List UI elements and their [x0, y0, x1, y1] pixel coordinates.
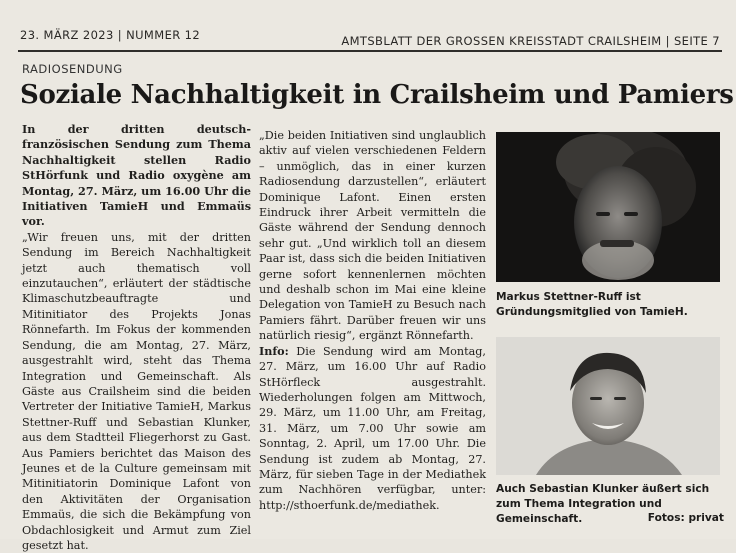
- portrait-illustration-2: [496, 337, 720, 475]
- publication-page: AMTSBLATT DER GROSSEN KREISSTADT CRAILSHEIM | SEITE 7: [341, 34, 720, 48]
- article-body-1: „Wir freuen uns, mit der dritten Sendung im Bereich Nachhaltigkeit jetzt auch thematisch voll einzutauchen“, erläutert der städtische Klimaschutzbeauftragte und Mitinitiator des Projekts Jonas Rönnefarth. Im Fokus der kommenden Sendung, die am Montag, 27. März, ausgestrahlt wird, steht das Thema Integration und Gemeinschaft. Als Gäste aus Crailsheim sind die beiden Vertreter der Initiative TamieH, Markus Stettner-Ruff und Sebastian Klunker, aus dem Stadtteil Fliegerhorst zu Gast. Aus Pamiers berichtet das Maison des Jeunes et de la Culture gemeinsam mit Mitinitiatorin Dominique Lafont von den Aktivitäten der Organisation Emmaüs, die sich die Bekämpfung von Obdachlosigkeit und Armut zum Ziel gesetzt hat.: [22, 230, 251, 552]
- header-rule: [18, 50, 722, 52]
- photo-caption-2: Auch Sebastian Klunker äußert sich zum Thema Integration und Gemeinschaft.: [496, 483, 710, 525]
- photo-markus-stettner-ruff: [496, 132, 720, 282]
- photo-sebastian-klunker: [496, 337, 720, 475]
- photo-caption-1: Markus Stettner-Ruff ist Gründungsmitglied von TamieH.: [496, 291, 688, 318]
- article-lead: In der dritten deutsch-französischen Sendung zum Thema Nachhaltigkeit stellen Radio StHörfunk und Radio oxygène am Montag, 27. März, um 16.00 Uhr die Initiativen TamieH und Emmaüs vor.: [22, 122, 251, 229]
- info-text: Die Sendung wird am Montag, 27. März, um 16.00 Uhr auf Radio StHörfleck ausgestrahlt. Wiederholungen folgen am Mittwoch, 29. März, um 11.00 Uhr, am Freitag, 31. März, um 7.00 Uhr sowie am Sonntag, 2. April, um 17.00 Uhr. Die Sendung ist zudem ab Montag, 27. März, für sieben Tage in der Mediathek zum Nachhören verfügbar, unter: http://sthoerfunk.de/mediathek.: [259, 344, 486, 512]
- portrait-illustration: [496, 132, 720, 282]
- running-head: [18, 22, 722, 48]
- article-column-2: [259, 128, 486, 513]
- article-column-1: [22, 122, 251, 553]
- photo-credit: Fotos: privat: [647, 512, 724, 524]
- article-body-2: „Die beiden Initiativen sind unglaublich aktiv auf vielen verschiedenen Feldern – unmöglich, das in einer kurzen Radiosendung darzustellen“, erläutert Dominique Lafont. Einen ersten Eindruck ihrer Arbeit vermitteln die Gäste während der Sendung dennoch sehr gut. „Und wirklich toll an diesem Paar ist, dass sich die beiden Initiativen gerne sofort kennenlernen möchten und deshalb schon im Mai eine kleine Delegation von TamieH zu Besuch nach Pamiers fährt. Darüber freuen wir uns natürlich riesig“, ergänzt Rönnefarth.: [259, 129, 486, 343]
- info-label: Info:: [259, 343, 289, 358]
- section-kicker: RADIOSENDUNG: [22, 62, 123, 76]
- article-headline: Soziale Nachhaltigkeit in Crailsheim und Pamiers: [20, 80, 734, 110]
- issue-date-number: 23. MÄRZ 2023 | NUMMER 12: [20, 28, 201, 42]
- info-paragraph: [259, 344, 486, 513]
